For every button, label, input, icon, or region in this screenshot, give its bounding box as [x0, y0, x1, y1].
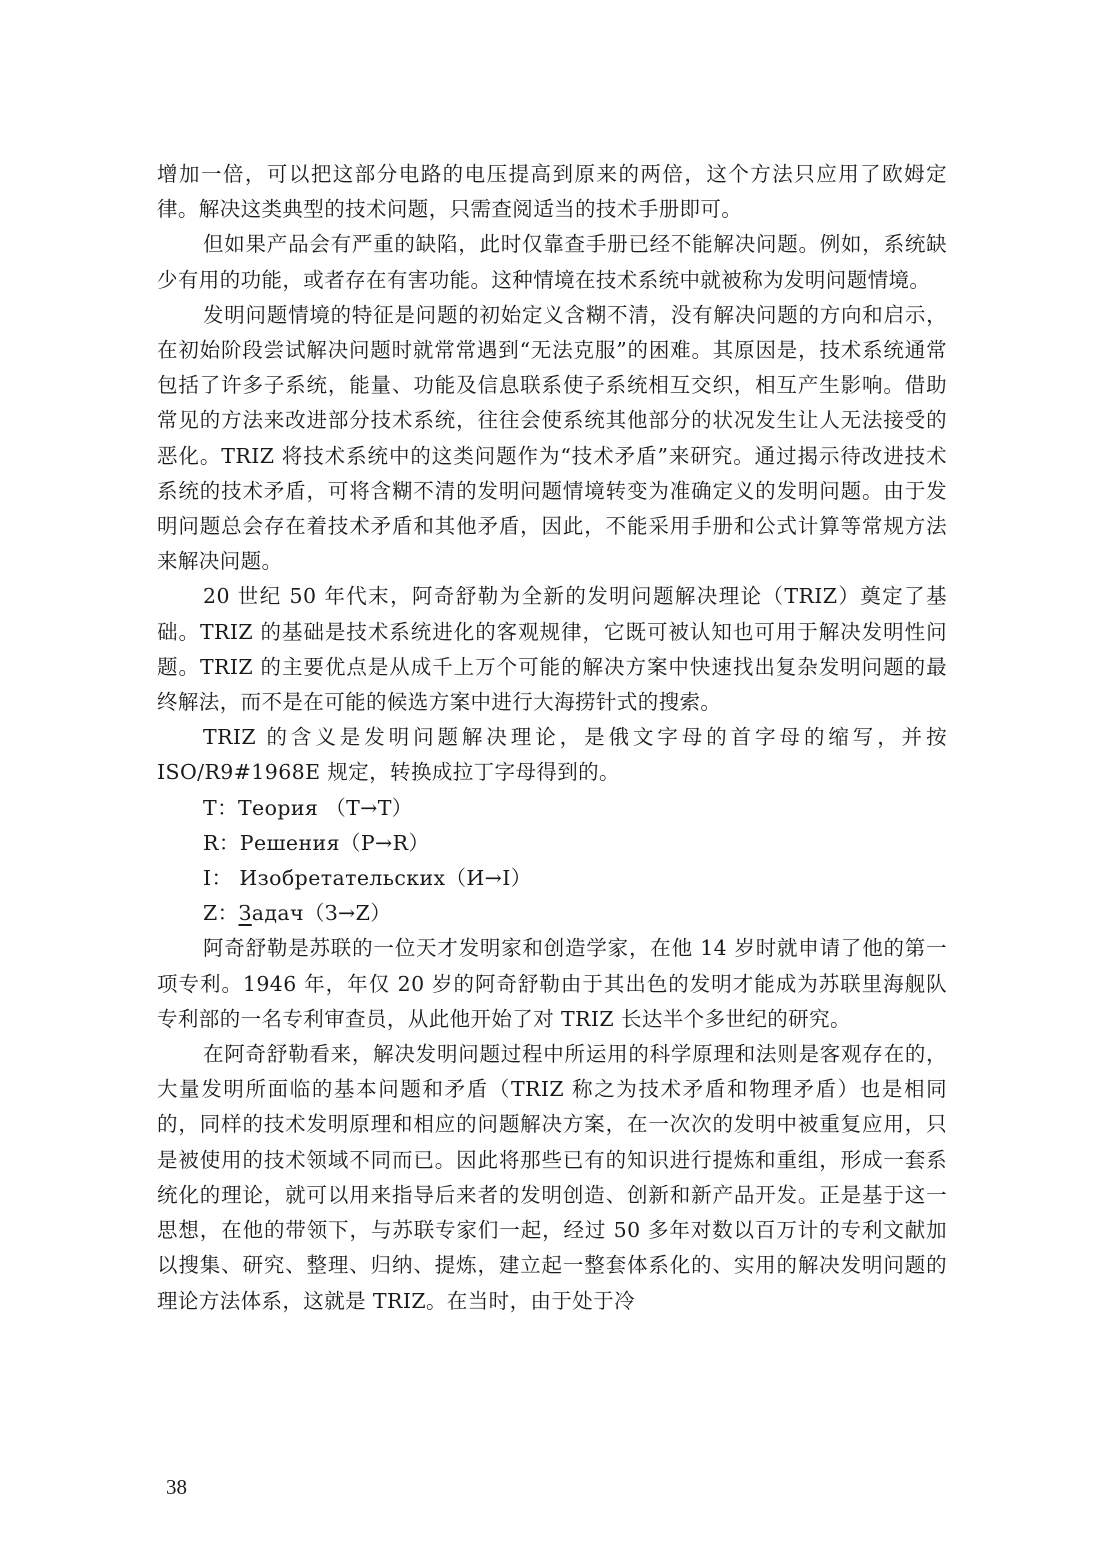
letter-mapping: （З→Z） — [303, 901, 392, 926]
latin-letter: I — [203, 866, 212, 891]
letter-mapping: （P→R） — [339, 830, 430, 855]
separator: ： — [211, 866, 233, 891]
latin-letter: Z — [203, 901, 218, 926]
russian-word: Изобретательских — [239, 866, 446, 891]
russian-word: адач — [251, 901, 304, 926]
paragraph: 但如果产品会有严重的缺陷，此时仅靠查手册已经不能解决问题。例如，系统缺少有用的功能，或者存在有害功能。这种情境在技术系统中就被称为发明问题情境。 — [157, 232, 947, 292]
letter-mapping: （И→I） — [445, 866, 532, 891]
russian-word: Теория — [237, 795, 319, 820]
transliteration-item — [157, 791, 947, 826]
latin-letter: T — [203, 795, 218, 820]
separator: ： — [218, 830, 240, 855]
separator: ： — [217, 901, 239, 926]
paragraph: TRIZ 的含义是发明问题解决理论，是俄文字母的首字母的缩写，并按 ISO/R9#1968E 规定，转换成拉丁字母得到的。 — [157, 725, 947, 785]
page-number: 38 — [166, 1475, 187, 1499]
transliteration-list — [157, 791, 947, 932]
paragraph: 20 世纪 50 年代末，阿奇舒勒为全新的发明问题解决理论（TRIZ）奠定了基础。TRIZ 的基础是技术系统进化的客观规律，它既可被认知也可用于解决发明性问题。TRIZ 的主要优点是从成千上万个可能的解决方案中快速找出复杂发明问题的最终解法，而不是在可能的候选方案中进行大海捞针式的搜索。 — [157, 584, 947, 715]
paragraph: 阿奇舒勒是苏联的一位天才发明家和创造学家，在他 14 岁时就申请了他的第一项专利。1946 年，年仅 20 岁的阿奇舒勒由于其出色的发明才能成为苏联里海舰队专利部的一名专利审查员，从此他开始了对 TRIZ 长达半个多世纪的研究。 — [157, 936, 947, 1031]
russian-word-underlined-initial: З — [238, 901, 252, 926]
russian-word: Решения — [239, 830, 340, 855]
transliteration-item — [157, 826, 947, 861]
paragraph: 发明问题情境的特征是问题的初始定义含糊不清，没有解决问题的方向和启示，在初始阶段尝试解决问题时就常常遇到“无法克服”的困难。其原因是，技术系统通常包括了许多子系统，能量、功能及信息联系使子系统相互交织，相互产生影响。借助常见的方法来改进部分技术系统，往往会使系统其他部分的状况发生让人无法接受的恶化。TRIZ 将技术系统中的这类问题作为“技术矛盾”来研究。通过揭示待改进技术系统的技术矛盾，可将含糊不清的发明问题情境转变为准确定义的发明问题。由于发明问题总会存在着技术矛盾和其他矛盾，因此，不能采用手册和公式计算等常规方法来解决问题。 — [157, 302, 947, 574]
separator: ： — [217, 795, 238, 820]
latin-letter: R — [203, 830, 219, 855]
letter-mapping: （T→T） — [325, 795, 413, 820]
page-body — [157, 157, 947, 1319]
paragraph-continued: 增加一倍，可以把这部分电路的电压提高到原来的两倍，这个方法只应用了欧姆定律。解决这类典型的技术问题，只需查阅适当的技术手册即可。 — [157, 162, 947, 222]
transliteration-item — [157, 896, 947, 931]
transliteration-item — [157, 861, 947, 896]
paragraph: 在阿奇舒勒看来，解决发明问题过程中所运用的科学原理和法则是客观存在的，大量发明所面临的基本问题和矛盾（TRIZ 称之为技术矛盾和物理矛盾）也是相同的，同样的技术发明原理和相应的问题解决方案，在一次次的发明中被重复应用，只是被使用的技术领域不同而已。因此将那些已有的知识进行提炼和重组，形成一套系统化的理论，就可以用来指导后来者的发明创造、创新和新产品开发。正是基于这一思想，在他的带领下，与苏联专家们一起，经过 50 多年对数以百万计的专利文献加以搜集、研究、整理、归纳、提炼，建立起一整套体系化的、实用的解决发明问题的理论方法体系，这就是 TRIZ。在当时，由于处于冷 — [157, 1042, 947, 1313]
